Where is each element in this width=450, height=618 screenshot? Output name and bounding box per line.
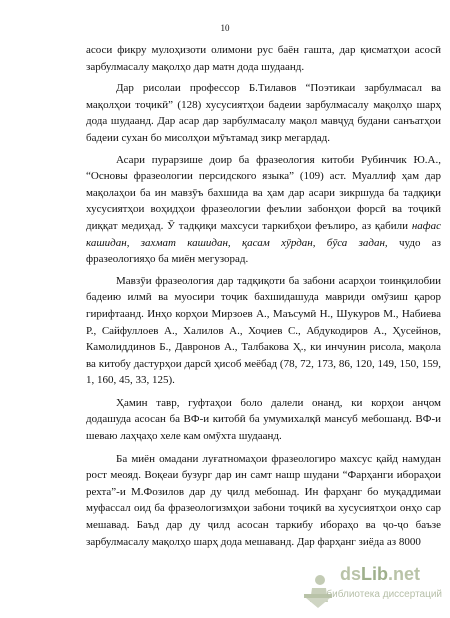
- paragraph-3-text-start: Асари пурарзише доир ба фразеология китоби Рубинчик Ю.А., “Основы фразеологии персидского языка” (109) аст. Муаллиф ҳам дар мақолаҳои ба ин мавзӯъ бахшида ва ҳам дар асари зикршуда ба тадқиқи хусусиятҳои воҳидҳои фразеологии феълии забонҳои форсӣ ва тоҷикӣ диққат медиҳад. Ӯ тадқиқи махсуси таркибҳои феълиро, аз қабили: [86, 153, 441, 232]
- dslib-logo: dsLib.net: [340, 564, 421, 584]
- paragraph-5: Ҳамин тавр, гуфтаҳои боло далели онанд, ки корҳои анҷом додашуда асосан ба ВФ-и китобӣ ба умумихалқӣ мансуб мебошанд. ВФ-и шеваю лаҳҷаҳо хеле кам омӯхта шудаанд.: [86, 396, 441, 443]
- page-number: 10: [220, 23, 230, 33]
- paragraph-3-italic-examples: нафас кашидан, захмат кашидан, қасам хӯрдан, бӯса задан,: [86, 219, 441, 249]
- paragraph-6: Ба миён омадани луғатномаҳои фразеологиро махсус қайд намудан рост меояд. Воқеаи бузург дар ин самт нашр шудани “Фарҳанги ибораҳои рехта”-и М.Фозилов дар ду ҷилд мебошад. Ин фарҳанг бо муқаддимаи муфассал оид ба фразеологизмҳои забони тоҷикӣ ва хусусиятҳои онҳо сар мешавад. Баъд дар ду ҷилд асосан таркибу ибораҳо ва ҷо-ҷо баъзе зарбулмасалу мақолҳо шарҳ дода мешаванд. Дар фарҳанг зиёда аз 8000: [86, 452, 441, 548]
- paragraph-3-text-end: чудо аз фразеологияҳо ба миён мегузорад.: [86, 236, 441, 266]
- dslib-caption: библиотека диссертаций: [326, 589, 442, 600]
- paragraph-4: Мавзӯи фразеология дар тадқиқоти ба забони асарҳои тоинқилобии бадеию илмӣ ва муосири тоҷик бахшидашуда мавриди омӯзиш қарор гирифтаанд. Инҳо корҳои Мирзоев А., Маъсумӣ Н., Шукуров М., Набиева Р., Сайфуллоев А., Халилов А., Хоҷиев С., Абдукодиров А., Ҳусейнов, Камолиддинов Б., Давронов А., Талбакова Ҳ., ки инчунин рисола, мақола ва китобу дастурҳои дарсӣ ҳисоб меёбад (78, 72, 173, 86, 120, 149, 150, 159, 1, 160, 45, 33, 125).: [86, 274, 441, 387]
- paragraph-1: асоси фикру мулоҳизоти олимони рус баён гашта, дар қисматҳои асосӣ зарбулмасалу мақолҳо дар матн дода шудаанд.: [86, 44, 441, 73]
- dslib-watermark: [292, 564, 442, 612]
- paragraph-3: [86, 152, 441, 268]
- paragraph-2: Дар рисолаи профессор Б.Тилавов “Поэтикаи зарбулмасал ва мақолҳои тоҷикӣ” (128) хусусиятҳои бадеии зарбулмасалу мақолҳо шарҳ дода шудаанд. Дар асар дар зарбулмасалу мақол мавҷуд будани санъатҳои бадеии сухан бо мисолҳои мӯътамад зикр мегардад.: [86, 82, 441, 144]
- document-body: [86, 42, 441, 555]
